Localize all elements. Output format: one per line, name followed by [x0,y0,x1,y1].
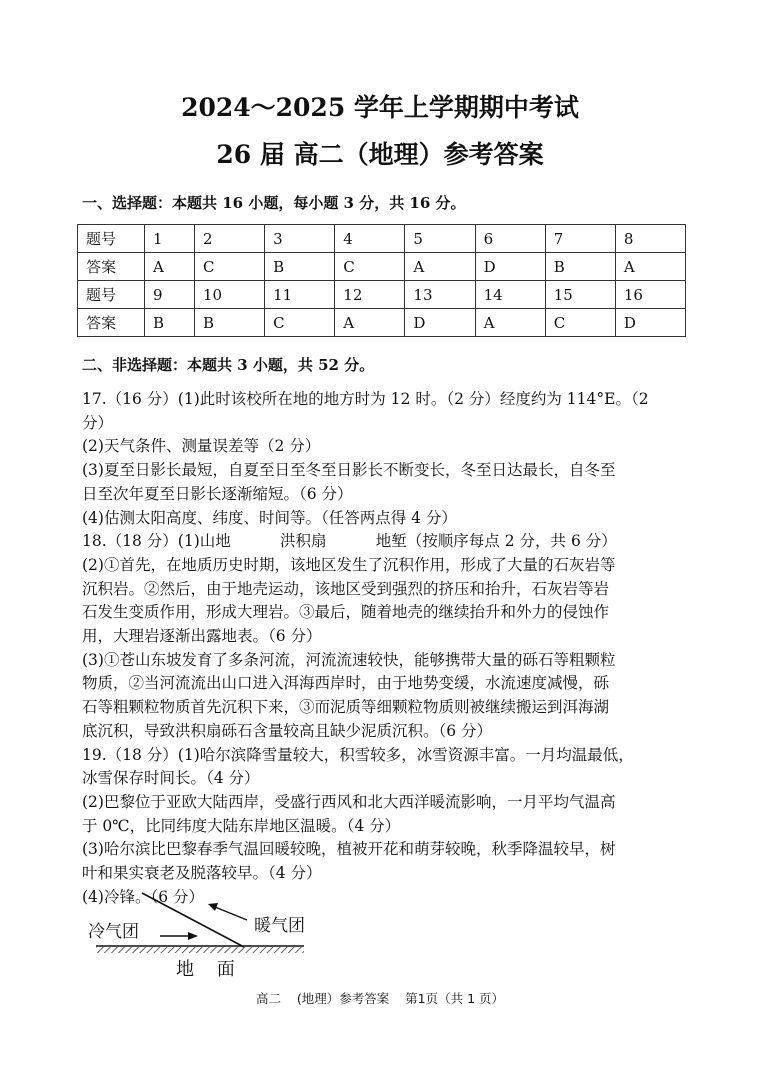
text-line: 18.（18 分）(1)山地 洪积扇 地堑（按顺序每点 2 分，共 6 分） [82,532,617,551]
table-row [78,253,686,281]
table-row [78,309,686,337]
page-footer: 高二 (地理）参考答案 第1页（共 1 页） [255,991,505,1006]
table-cell: C [195,253,265,281]
table-cell: A [335,309,405,337]
text-line: (3)夏至日影长最短，自夏至日至冬至日影长不断变长，冬至日达最长，自冬至 [82,461,616,480]
table-cell: 8 [615,225,685,253]
table-cell: 6 [475,225,545,253]
table-cell: D [615,309,685,337]
answer-table [77,224,686,337]
answer-text [82,388,692,909]
table-row [78,281,686,309]
table-cell: 答案 [78,309,145,337]
table-cell: 4 [335,225,405,253]
table-cell: 2 [195,225,265,253]
table-cell: 9 [145,281,195,309]
text-line: 19.（18 分）(1)哈尔滨降雪量较大，积雪较多，冰雪资源丰富。一月均温最低， [82,745,634,764]
text-line: 石发生变质作用，形成大理岩。③最后，随着地壳的继续抬升和外力的侵蚀作 [82,603,610,622]
table-cell: 1 [145,225,195,253]
table-cell: 10 [195,281,265,309]
table-cell: 14 [475,281,545,309]
text-line: 日至次年夏至日影长逐渐缩短。（6 分） [82,484,353,503]
table-cell: 3 [265,225,335,253]
page-subtitle: 26 届 高二（地理）参考答案 [216,140,544,169]
table-cell: 答案 [78,253,145,281]
text-line: 冰雪保存时间长。（4 分） [82,769,260,788]
text-line: (3)哈尔滨比巴黎春季气温回暖较晚，植被开花和萌芽较晚，秋季降温较早，树 [82,840,616,859]
table-cell: C [545,309,615,337]
table-cell: 题号 [78,281,145,309]
text-line: (2)巴黎位于亚欧大陆西岸，受盛行西风和北大西洋暖流影响，一月平均气温高 [82,792,616,811]
section2-heading: 二、非选择题：本题共 3 小题，共 52 分。 [82,356,375,374]
table-cell: B [265,253,335,281]
table-cell: B [195,309,265,337]
text-line: 分） [82,413,114,432]
table-cell: A [145,253,195,281]
table-cell: C [265,309,335,337]
cold-front-diagram [82,890,342,986]
table-cell: C [335,253,405,281]
table-cell: 13 [405,281,475,309]
table-cell: 16 [615,281,685,309]
table-cell: 15 [545,281,615,309]
table-cell: 题号 [78,225,145,253]
ground-hatch [96,947,304,953]
table-cell: 12 [335,281,405,309]
table-cell: 11 [265,281,335,309]
text-line: 沉积岩。②然后，由于地壳运动，该地区受到强烈的挤压和抬升，石灰岩等岩 [82,579,610,598]
cold-air-label: 冷气团 [88,922,139,942]
warm-air-label: 暖气团 [254,916,305,936]
text-line: 17.（16 分）(1)此时该校所在地的地方时为 12 时。（2 分）经度约为 114°E。（2 [82,390,649,408]
warm-air-arrow [215,907,247,920]
text-line: 物质，②当河流流出山口进入洱海西岸时，由于地势变缓，水流速度减慢，砾 [82,674,610,693]
table-cell: 5 [405,225,475,253]
table-cell: D [405,309,475,337]
section1-heading: 一、选择题：本题共 16 小题，每小题 3 分，共 16 分。 [82,194,466,212]
text-line: (3)①苍山东坡发育了多条河流，河流流速较快，能够携带大量的砾石等粗颗粒 [82,650,616,669]
table-cell: B [145,309,195,337]
cold-front-svg [82,890,342,982]
arrow-head-icon [208,903,218,911]
text-line: 于 0℃，比同纬度大陆东岸地区温暖。（4 分） [82,816,401,835]
text-line: (4)冷锋。（6 分） [82,887,204,906]
text-line: (2)①首先，在地质历史时期，该地区发生了沉积作用，形成了大量的石灰岩等 [82,555,616,574]
text-line: 叶和果实衰老及脱落较早。（4 分） [82,864,322,883]
front-surface-line [142,893,244,947]
text-line: (4)估测太阳高度、纬度、时间等。（任答两点得 4 分） [82,508,457,527]
ground-label: 地 面 [176,959,235,980]
table-row [78,225,686,253]
text-line: 用，大理岩逐渐出露地表。（6 分） [82,627,322,646]
table-cell: D [475,253,545,281]
text-line: 石等粗颗粒物质首先沉积下来，③而泥质等细颗粒物质则被继续搬运到洱海湖 [82,698,610,717]
table-cell: A [405,253,475,281]
table-cell: A [475,309,545,337]
table-cell: A [615,253,685,281]
table-cell: 7 [545,225,615,253]
text-line: (2)天气条件、测量误差等（2 分） [82,437,321,456]
page-title: 2024～2025 学年上学期期中考试 [181,93,579,122]
text-line: 底沉积，导致洪积扇砾石含量较高且缺少泥质沉积。（6 分） [82,721,493,740]
table-cell: B [545,253,615,281]
arrow-head-icon [188,932,198,940]
